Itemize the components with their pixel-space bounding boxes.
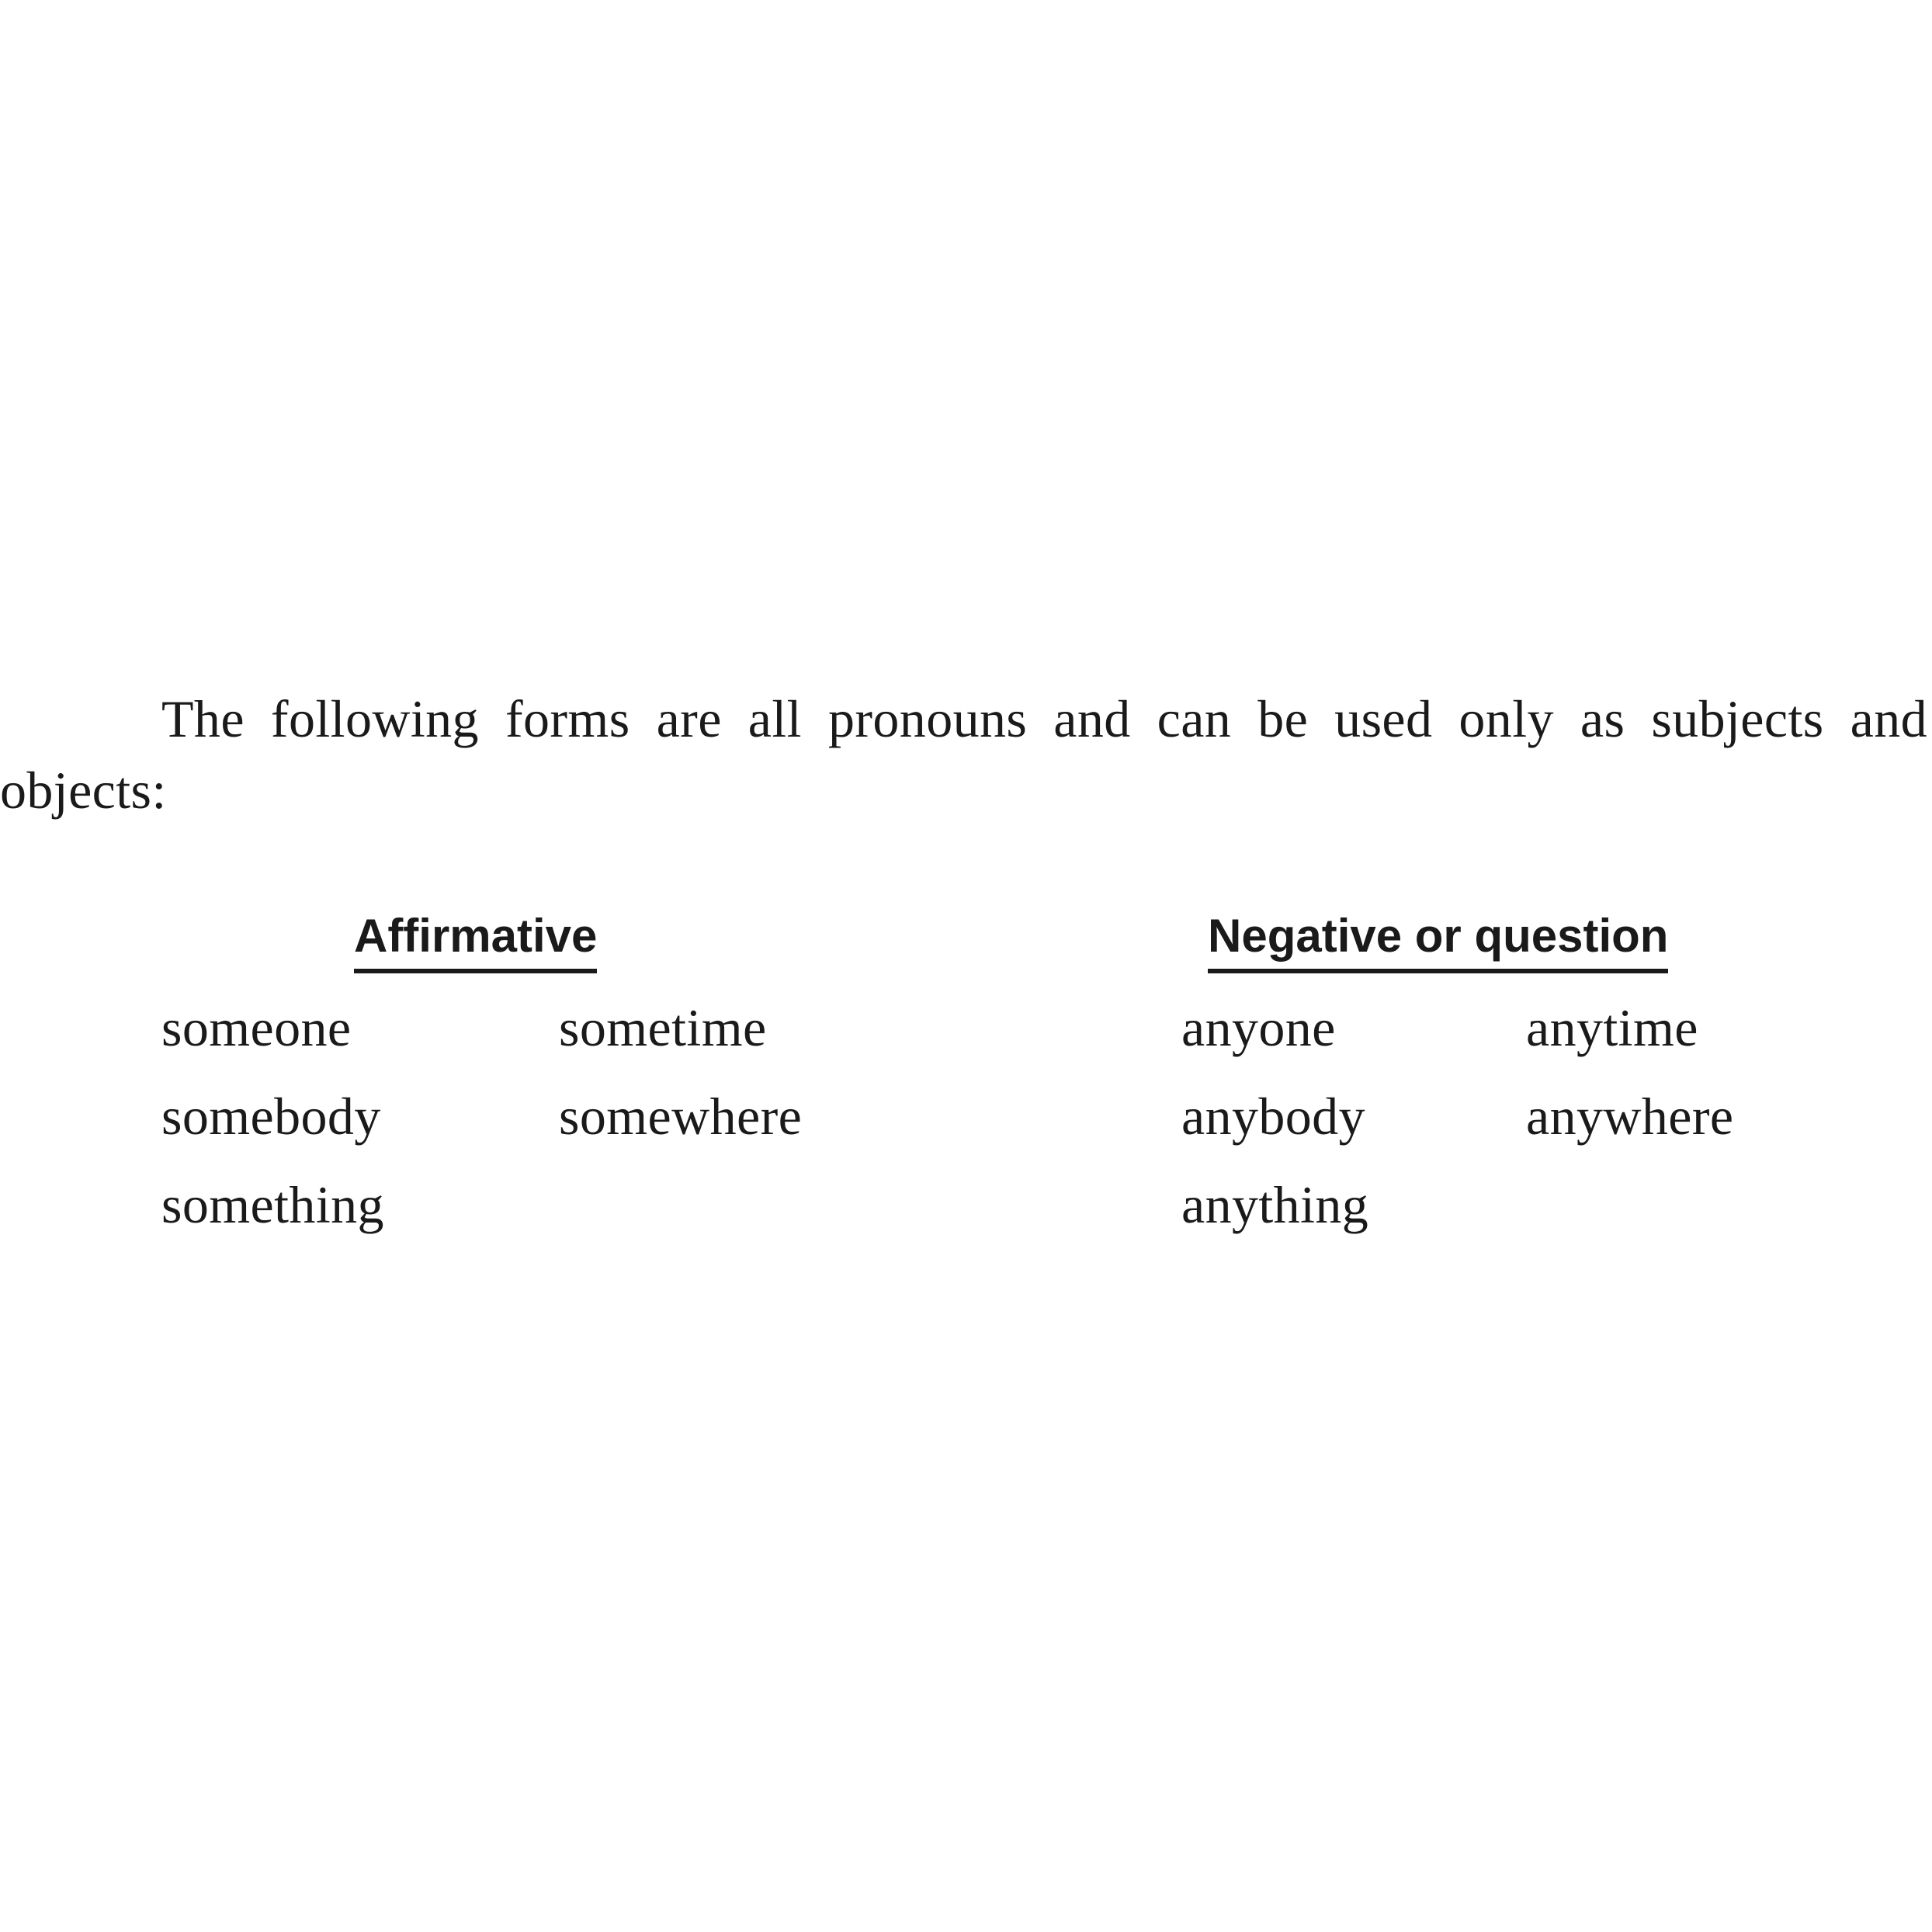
affirmative-word-someone: someone (161, 998, 352, 1057)
negative-word-anytime: anytime (1526, 998, 1698, 1057)
affirmative-word-somewhere: somewhere (559, 1087, 803, 1146)
negative-word-anyone: anyone (1181, 998, 1336, 1057)
negative-word-anything: anything (1181, 1175, 1369, 1234)
paragraph-line-2: objects: (0, 761, 167, 820)
affirmative-word-somebody: somebody (161, 1087, 381, 1146)
negative-word-anybody: anybody (1181, 1087, 1365, 1146)
affirmative-word-something: something (161, 1175, 384, 1234)
negative-heading: Negative or question (1208, 907, 1668, 973)
paragraph-line-1: The following forms are all pronouns and can be used only as subjects and (161, 689, 1927, 748)
negative-word-anywhere: anywhere (1526, 1087, 1734, 1146)
affirmative-heading: Affirmative (354, 907, 597, 973)
affirmative-word-sometime: sometime (559, 998, 767, 1057)
